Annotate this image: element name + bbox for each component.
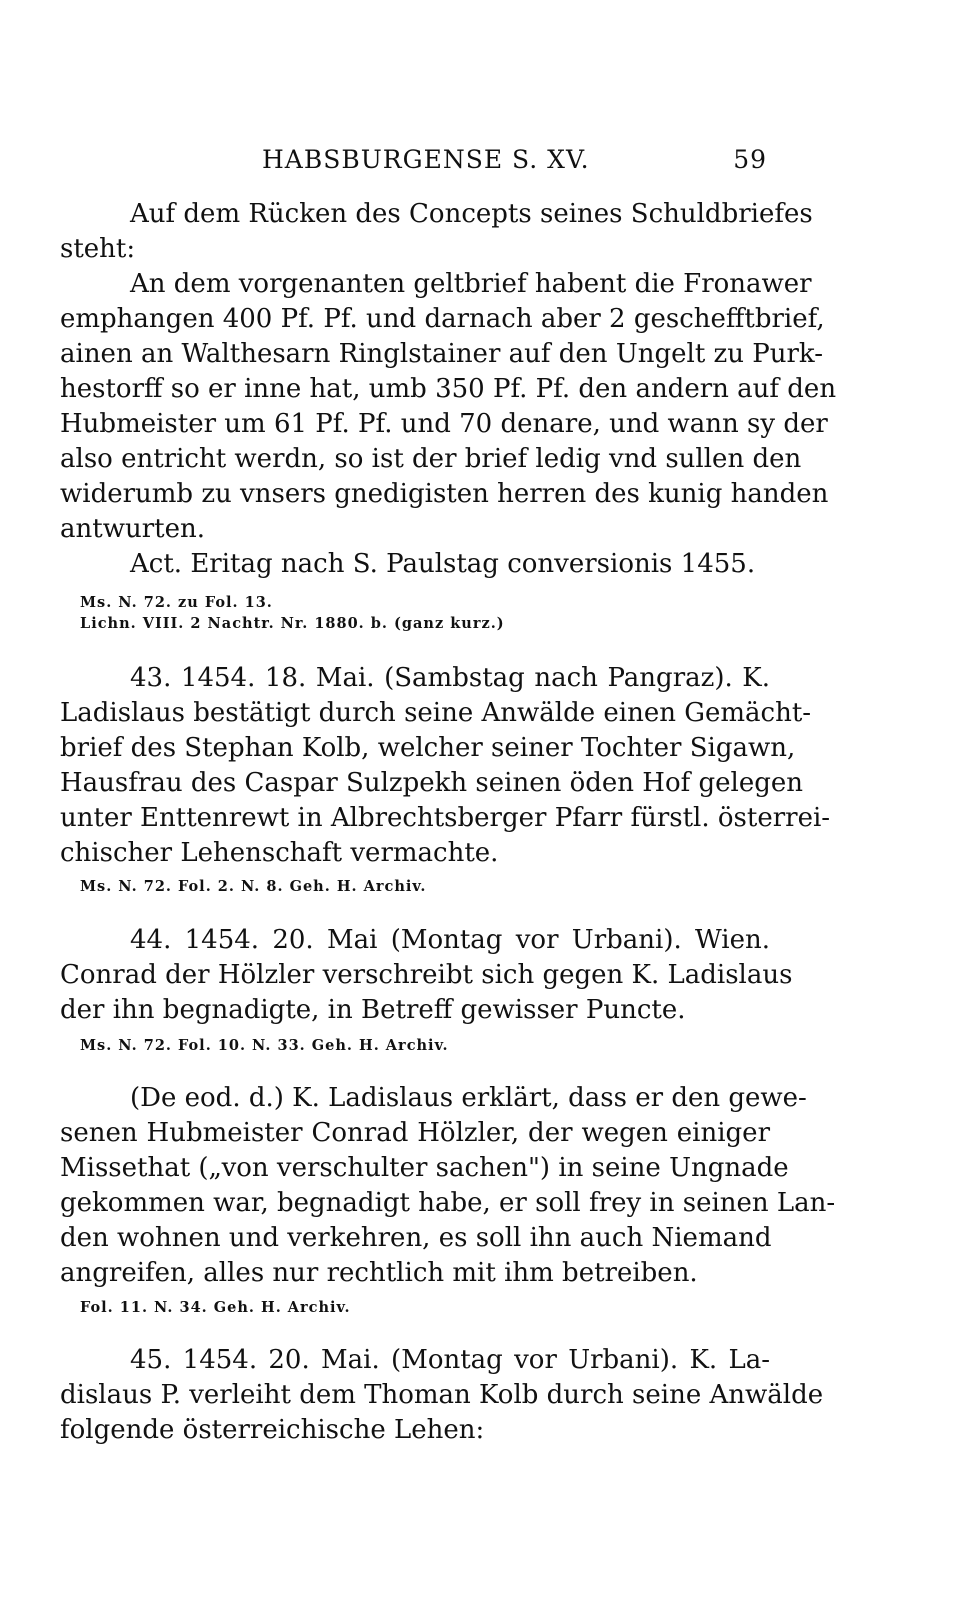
text-line: dislaus P. verleiht dem Thoman Kolb durch seine Anwälde [60, 1380, 824, 1410]
text-line: senen Hubmeister Conrad Hölzler, der wegen einiger [60, 1118, 770, 1148]
text-line: gekommen war, begnadigt habe, er soll frey in seinen Lan- [60, 1188, 836, 1218]
text-line: widerumb zu vnsers gnedigisten herren des kunig handen [60, 479, 829, 509]
running-head [262, 145, 767, 185]
text-line: der ihn begnadigte, in Betreff gewisser Puncte. [60, 995, 686, 1025]
text-line: brief des Stephan Kolb, welcher seiner Tochter Sigawn, [60, 733, 796, 763]
text-line: Ladislaus bestätigt durch seine Anwälde einen Gemächt- [60, 698, 812, 728]
source-reference: Lichn. VIII. 2 Nachtr. Nr. 1880. b. (ganz kurz.) [80, 615, 505, 632]
text-line: folgende österreichische Lehen: [60, 1415, 485, 1445]
text-line: hestorff so er inne hat, umb 350 Pf. Pf. den andern auf den [60, 374, 837, 404]
entry-heading-44: 44. 1454. 20. Mai (Montag vor Urbani). Wien. [130, 925, 770, 955]
source-reference: Fol. 11. N. 34. Geh. H. Archiv. [80, 1299, 351, 1316]
entry-heading-43: 43. 1454. 18. Mai. (Sambstag nach Pangraz). K. [130, 663, 770, 693]
source-reference: Ms. N. 72. Fol. 2. N. 8. Geh. H. Archiv. [80, 878, 427, 895]
text-line: antwurten. [60, 514, 205, 544]
text-line: Conrad der Hölzler verschreibt sich gegen K. Ladislaus [60, 960, 793, 990]
source-reference: Ms. N. 72. zu Fol. 13. [80, 594, 273, 611]
text-line: ainen an Walthesarn Ringlstainer auf den Ungelt zu Purk- [60, 339, 823, 369]
text-line: steht: [60, 234, 136, 264]
text-line: Hausfrau des Caspar Sulzpekh seinen öden Hof gelegen [60, 768, 804, 798]
source-reference: Ms. N. 72. Fol. 10. N. 33. Geh. H. Archiv. [80, 1037, 449, 1054]
entry-heading-45: 45. 1454. 20. Mai. (Montag vor Urbani). K. La- [130, 1345, 770, 1375]
text-line: An dem vorgenanten geltbrief habent die Fronawer [130, 269, 812, 299]
text-line: emphangen 400 Pf. Pf. und darnach aber 2 geschefftbrief, [60, 304, 825, 334]
text-line: also entricht werdn, so ist der brief ledig vnd sullen den [60, 444, 802, 474]
text-line: (De eod. d.) K. Ladislaus erklärt, dass er den gewe- [130, 1083, 807, 1113]
text-line: chischer Lehenschaft vermachte. [60, 838, 499, 868]
text-line: angreifen, alles nur rechtlich mit ihm betreiben. [60, 1258, 698, 1288]
text-line: den wohnen und verkehren, es soll ihn auch Niemand [60, 1223, 772, 1253]
text-line: Auf dem Rücken des Concepts seines Schuldbriefes [130, 199, 813, 229]
text-line: Hubmeister um 61 Pf. Pf. und 70 denare, und wann sy der [60, 409, 828, 439]
text-line: Act. Eritag nach S. Paulstag conversionis 1455. [130, 549, 756, 579]
text-line: Missethat („von verschulter sachen") in seine Ungnade [60, 1153, 789, 1183]
running-head-title: HABSBURGENSE S. XV. [262, 145, 590, 174]
page-number: 59 [733, 145, 767, 174]
text-line: unter Enttenrewt in Albrechtsberger Pfarr fürstl. österrei- [60, 803, 831, 833]
